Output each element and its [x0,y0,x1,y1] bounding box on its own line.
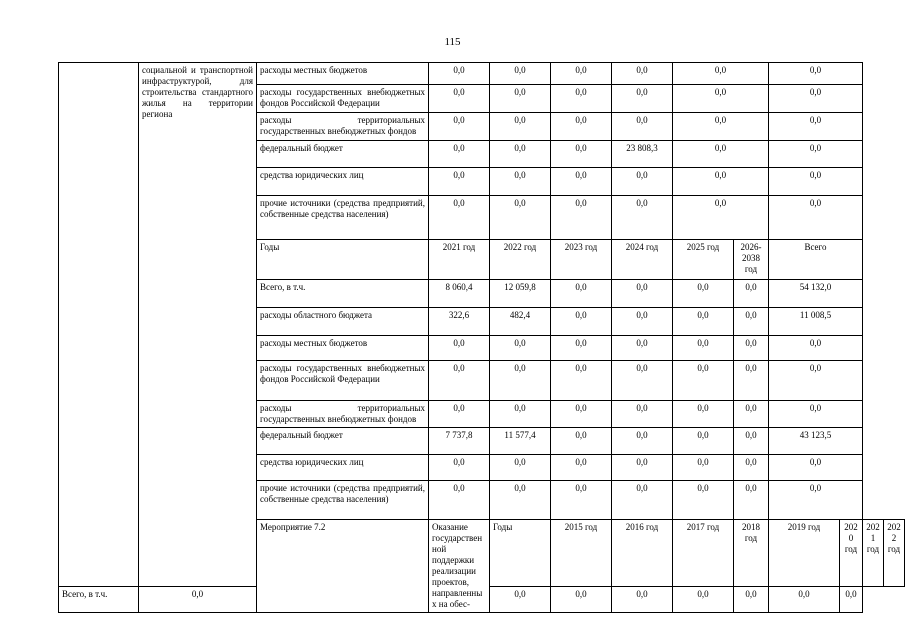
value-cell: 0,0 [429,455,490,481]
value-cell: 0,0 [551,361,612,401]
source-label: расходы государственных внебюджетных фондов Российской Федерации [257,361,429,401]
value-cell: 0,0 [139,586,257,612]
value-cell: 0,0 [612,308,673,336]
year-header: 2020 год [840,520,863,587]
value-2022: 0,0 [490,168,551,196]
source-label: расходы местных бюджетов [257,336,429,361]
value-total: 0,0 [769,196,863,240]
value-cell: 0,0 [612,455,673,481]
value-cell: 0,0 [490,336,551,361]
year-header: 2022 год [490,240,551,280]
value-cell: 0,0 [734,280,769,308]
value-2023: 0,0 [551,141,612,168]
value-cell: 0,0 [612,481,673,520]
value-cell: 0,0 [673,336,734,361]
value-cell: 0,0 [673,401,734,428]
value-cell: 0,0 [612,586,673,612]
value-2021: 0,0 [429,141,490,168]
table-body [59,63,905,613]
value-cell: 0,0 [769,586,840,612]
value-2024: 0,0 [612,168,673,196]
value-cell: 0,0 [551,401,612,428]
value-cell: 0,0 [673,361,734,401]
value-2025: 0,0 [673,196,769,240]
year-header: 2021 год [863,520,884,587]
value-2023: 0,0 [551,85,612,113]
source-label: прочие источники (средства предприятий, собственные средства населения) [257,481,429,520]
value-2022: 0,0 [490,113,551,141]
value-cell: 0,0 [429,481,490,520]
value-2025: 0,0 [673,113,769,141]
value-2021: 0,0 [429,196,490,240]
value-cell: 0,0 [490,455,551,481]
value-cell: 0,0 [551,428,612,455]
value-total: 0,0 [769,455,863,481]
value-cell: 0,0 [490,586,551,612]
value-2023: 0,0 [551,113,612,141]
value-2021: 0,0 [429,168,490,196]
value-2022: 0,0 [490,85,551,113]
value-2022: 0,0 [490,141,551,168]
value-2021: 0,0 [429,113,490,141]
source-label: Всего, в т.ч. [257,280,429,308]
year-header: 2022 год [884,520,905,587]
year-header: 2018 год [734,520,769,587]
value-cell: 0,0 [673,308,734,336]
value-cell: 0,0 [612,336,673,361]
description-cell: социальной и транспортной инфраструктурой, для строительства стандартного жилья на территории региона [139,63,257,587]
value-cell: 12 059,8 [490,280,551,308]
value-2023: 0,0 [551,196,612,240]
value-2022: 0,0 [490,63,551,85]
source-label: прочие источники (средства предприятий, собственные средства населения) [257,196,429,240]
value-cell: 0,0 [551,455,612,481]
value-cell: 0,0 [734,361,769,401]
value-cell: 0,0 [734,401,769,428]
value-cell: 0,0 [673,280,734,308]
source-label: средства юридических лиц [257,455,429,481]
source-label: расходы областного бюджета [257,308,429,336]
value-total: 0,0 [769,361,863,401]
value-cell: 0,0 [551,280,612,308]
value-total: 0,0 [769,63,863,85]
value-2021: 0,0 [429,63,490,85]
year-header: 2016 год [612,520,673,587]
value-cell: 0,0 [490,481,551,520]
value-2025: 0,0 [673,168,769,196]
value-cell: 482,4 [490,308,551,336]
value-total: 43 123,5 [769,428,863,455]
value-cell: 0,0 [551,586,612,612]
year-header: 2026-2038 год [734,240,769,280]
value-total: 0,0 [769,141,863,168]
value-cell: 0,0 [429,401,490,428]
value-total: 0,0 [769,401,863,428]
measure-cell [59,63,139,587]
measure-description: Оказание государственной поддержки реализации проектов, направленных на обес- [429,520,490,613]
year-header: 2024 год [612,240,673,280]
value-cell: 0,0 [734,455,769,481]
value-2025: 0,0 [673,85,769,113]
value-cell: 0,0 [734,586,769,612]
year-header: 2021 год [429,240,490,280]
value-2023: 0,0 [551,168,612,196]
value-total: 0,0 [769,336,863,361]
value-cell: 11 577,4 [490,428,551,455]
value-total: 0,0 [769,168,863,196]
budget-table [58,62,905,613]
value-cell: 0,0 [490,401,551,428]
source-label: расходы местных бюджетов [257,63,429,85]
years-label: Годы [490,520,551,587]
year-header: 2019 год [769,520,840,587]
table-row [59,63,905,85]
source-label: расходы территориальных государственных внебюджетных фондов [257,401,429,428]
value-cell: 0,0 [673,428,734,455]
year-header: 2023 год [551,240,612,280]
value-cell: 0,0 [734,308,769,336]
value-2021: 0,0 [429,85,490,113]
value-cell: 0,0 [673,481,734,520]
value-cell: 0,0 [551,308,612,336]
years-label: Годы [257,240,429,280]
source-label: федеральный бюджет [257,141,429,168]
value-2025: 0,0 [673,63,769,85]
value-2024: 0,0 [612,196,673,240]
source-label: федеральный бюджет [257,428,429,455]
value-cell: 0,0 [612,361,673,401]
value-2022: 0,0 [490,196,551,240]
value-cell: 7 737,8 [429,428,490,455]
total-label: Всего, в т.ч. [59,586,139,612]
value-2023: 0,0 [551,63,612,85]
value-cell: 0,0 [673,455,734,481]
value-cell: 0,0 [429,336,490,361]
year-header: 2025 год [673,240,734,280]
year-header: 2015 год [551,520,612,587]
value-total: 54 132,0 [769,280,863,308]
source-label: расходы государственных внебюджетных фондов Российской Федерации [257,85,429,113]
value-cell: 0,0 [490,361,551,401]
value-2024: 0,0 [612,85,673,113]
measure-name: Мероприятие 7.2 [257,520,429,613]
source-label: расходы территориальных государственных внебюджетных фондов [257,113,429,141]
value-total: 0,0 [769,113,863,141]
value-cell: 8 060,4 [429,280,490,308]
value-2024: 0,0 [612,63,673,85]
value-total: 11 008,5 [769,308,863,336]
value-cell: 0,0 [612,280,673,308]
value-cell: 0,0 [840,586,863,612]
value-cell: 0,0 [734,428,769,455]
value-cell: 0,0 [673,586,734,612]
value-cell: 0,0 [551,481,612,520]
page-number: 115 [444,36,461,48]
value-cell: 0,0 [551,336,612,361]
total-header: Всего [769,240,863,280]
value-cell: 0,0 [734,336,769,361]
value-cell: 0,0 [612,428,673,455]
value-cell: 0,0 [734,481,769,520]
value-2025: 0,0 [673,141,769,168]
source-label: средства юридических лиц [257,168,429,196]
value-total: 0,0 [769,85,863,113]
year-header: 2017 год [673,520,734,587]
value-total: 0,0 [769,481,863,520]
value-cell: 322,6 [429,308,490,336]
value-2024: 0,0 [612,113,673,141]
value-2024: 23 808,3 [612,141,673,168]
value-cell: 0,0 [429,361,490,401]
value-cell: 0,0 [612,401,673,428]
